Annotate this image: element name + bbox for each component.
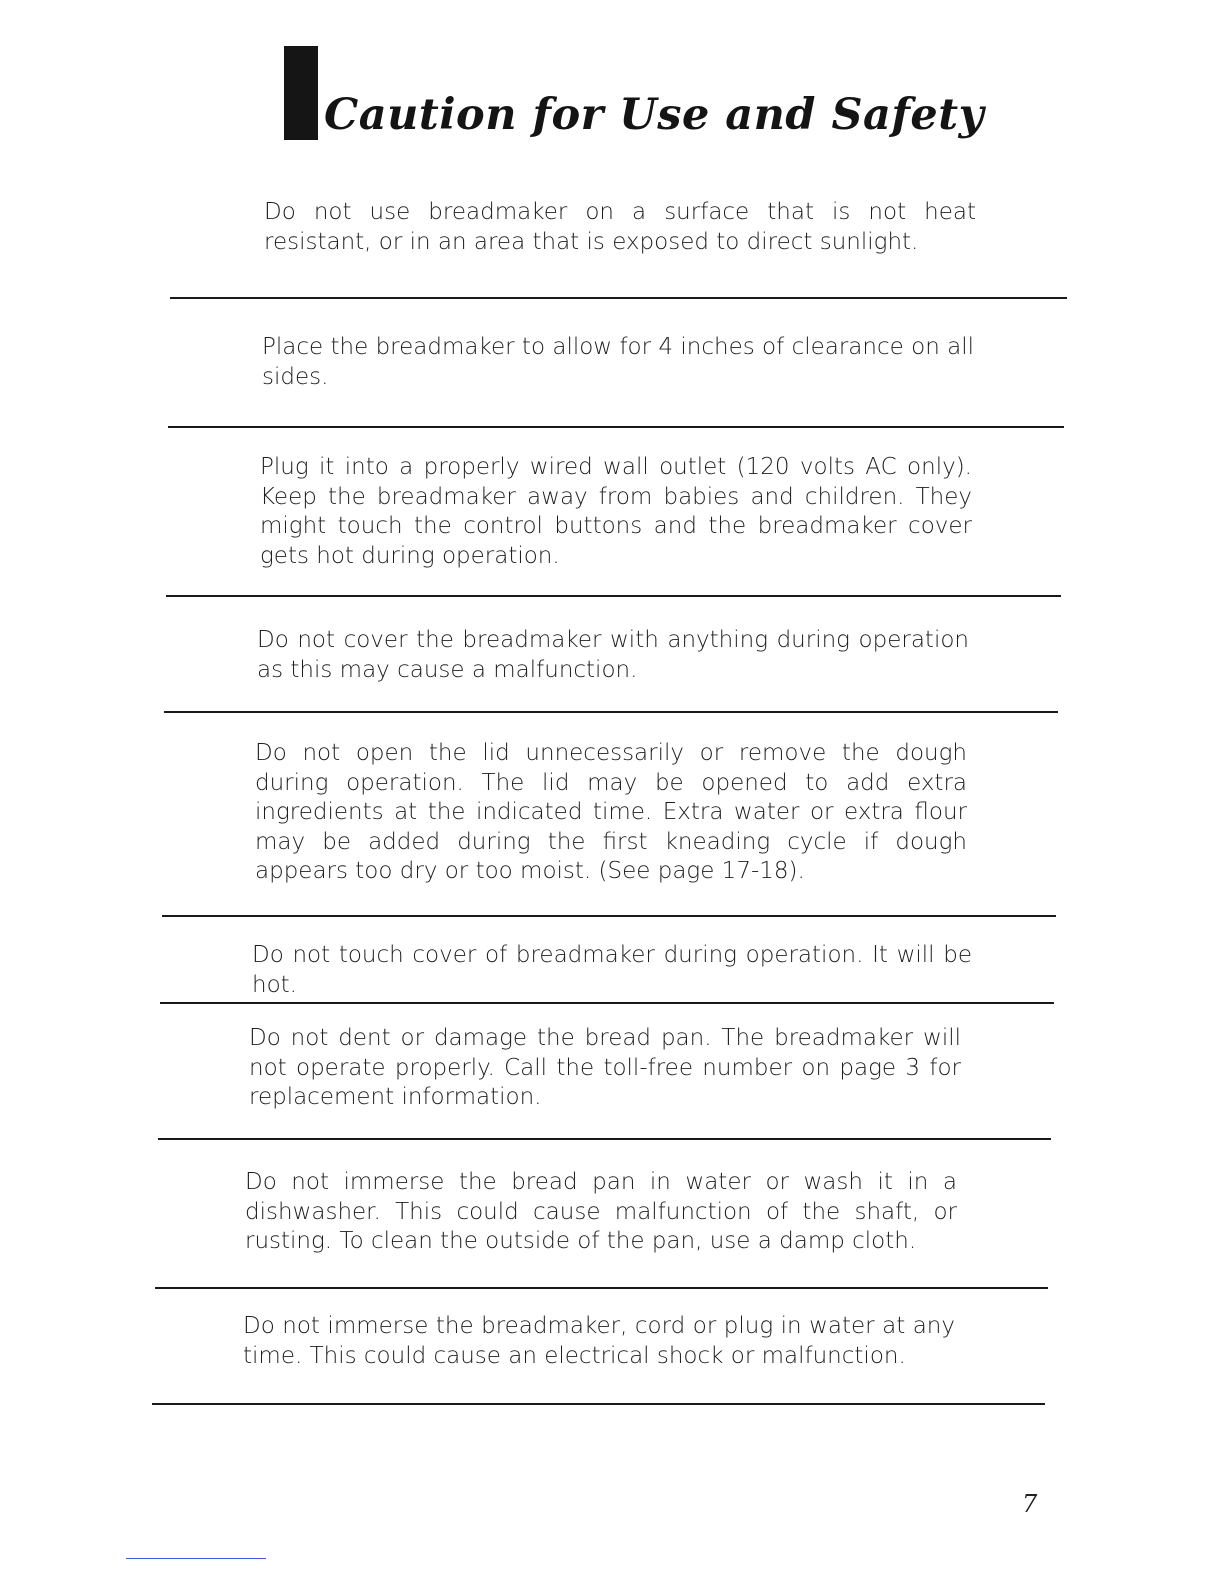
divider	[152, 1403, 1045, 1405]
caution-item-outlet: Plug it into a properly wired wall outlet (120 volts AC only). Keep the breadmaker away from babies and children. They might touch the control buttons and the breadmaker cover gets hot during operation.	[260, 454, 972, 569]
divider	[168, 426, 1064, 428]
divider	[160, 1002, 1054, 1004]
divider	[166, 595, 1061, 597]
caution-item-hot-cover: Do not touch cover of breadmaker during operation. It will be hot.	[252, 942, 972, 998]
caution-item-lid: Do not open the lid unnecessarily or remove the dough during operation. The lid may be opened to add extra ingredients at the indicated time. Extra water or extra flour may be added during the first kneading cycle if dough appears too dry or too moist. (See page 17-18).	[255, 740, 967, 884]
page-number: 7	[1022, 1490, 1038, 1518]
divider	[158, 1138, 1051, 1140]
caution-item-cover: Do not cover the breadmaker with anything during operation as this may cause a malfunction.	[257, 627, 969, 683]
page-title: Caution for Use and Safety	[324, 90, 985, 140]
caution-item-bread-pan: Do not dent or damage the bread pan. The breadmaker will not operate properly. Call the toll-free number on page 3 for replacement information.	[249, 1025, 961, 1110]
caution-item-clearance: Place the breadmaker to allow for 4 inches of clearance on all sides.	[262, 334, 974, 390]
footer-rule	[126, 1558, 266, 1559]
caution-item-immerse-pan: Do not immerse the bread pan in water or wash it in a dishwasher. This could cause malfunction of the shaft, or rusting. To clean the outside of the pan, use a damp cloth.	[245, 1169, 957, 1254]
title-block	[284, 46, 1004, 142]
divider	[164, 711, 1058, 713]
title-marker-bar	[284, 46, 318, 140]
divider	[155, 1287, 1048, 1289]
divider	[170, 297, 1067, 299]
caution-item-surface: Do not use breadmaker on a surface that is not heat resistant, or in an area that is exposed to direct sunlight.	[264, 199, 976, 255]
caution-item-immerse-breadmaker: Do not immerse the breadmaker, cord or plug in water at any time. This could cause an electrical shock or malfunction.	[243, 1313, 955, 1369]
divider	[162, 915, 1056, 917]
